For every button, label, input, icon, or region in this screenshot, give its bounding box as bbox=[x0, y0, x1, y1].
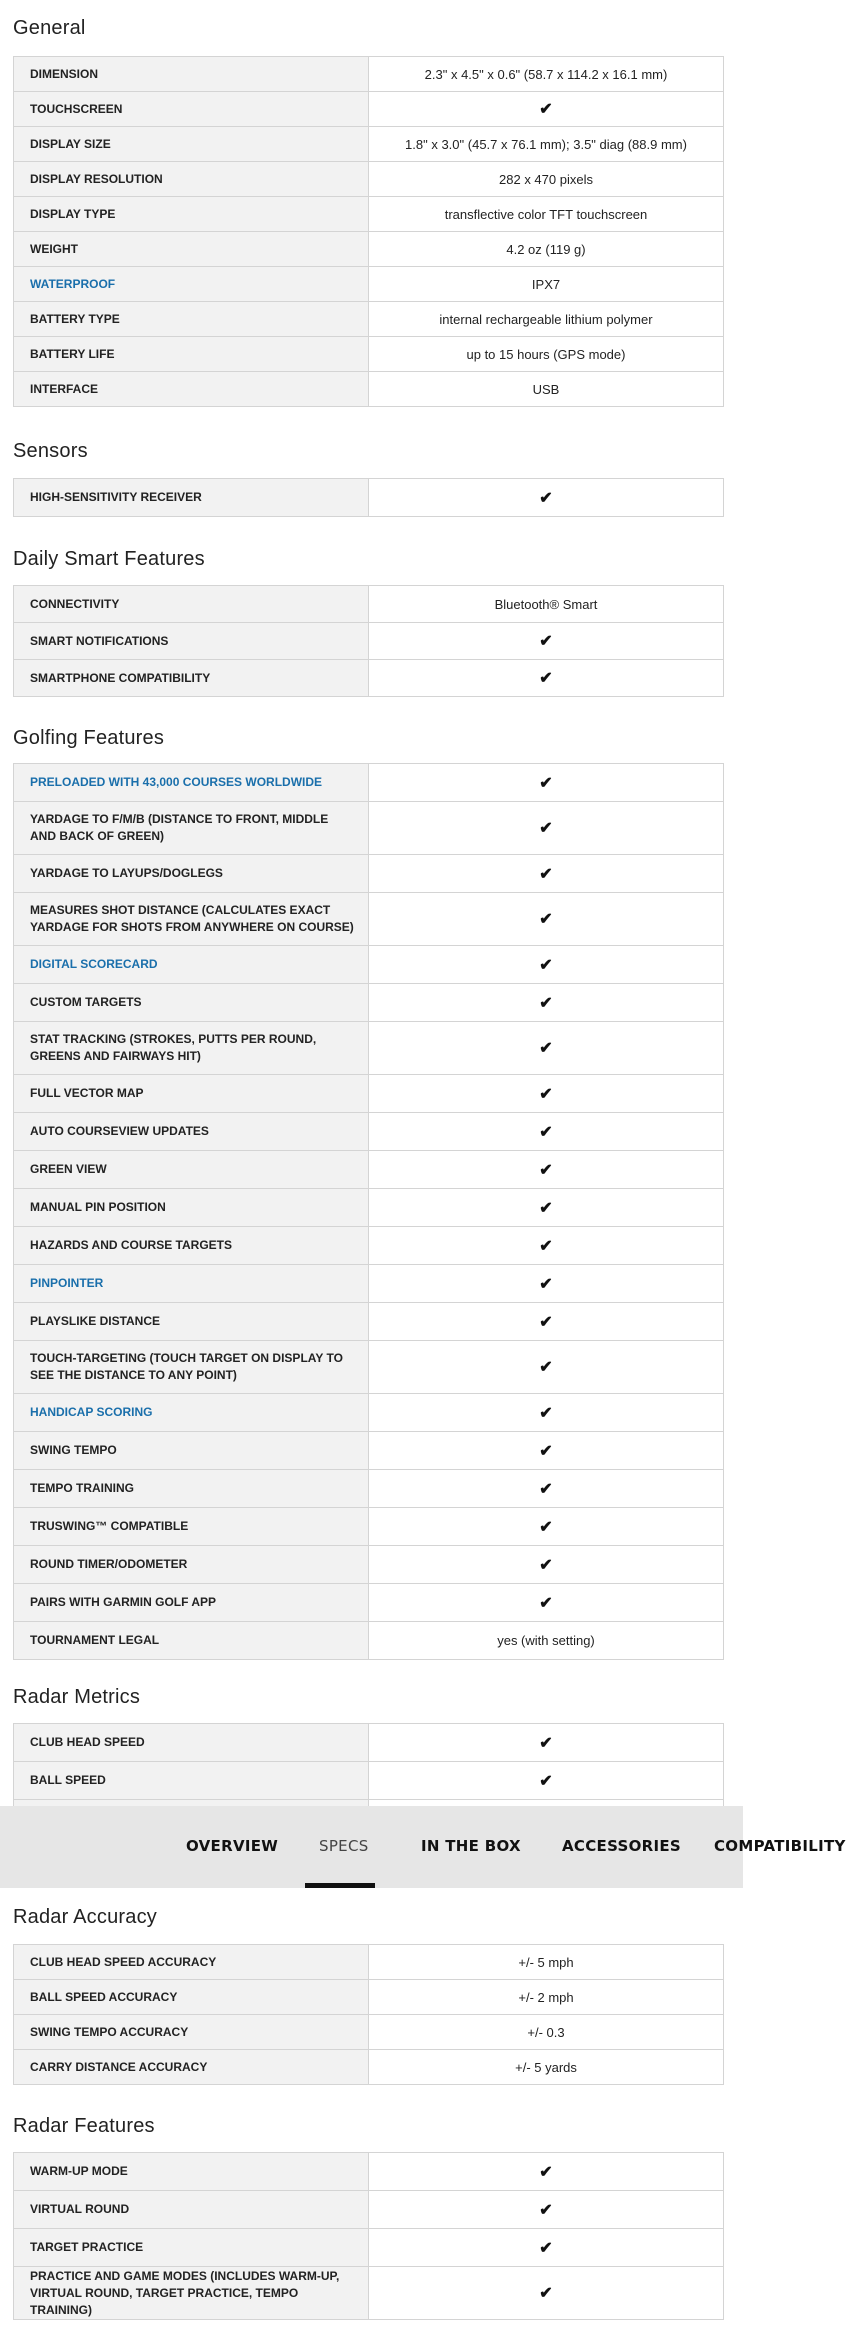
spec-row bbox=[14, 1189, 724, 1227]
spec-label: MEASURES SHOT DISTANCE (CALCULATES EXACT YARDAGE FOR SHOTS FROM ANYWHERE ON COURSE) bbox=[14, 893, 369, 946]
spec-row bbox=[14, 2153, 724, 2191]
spec-row bbox=[14, 586, 724, 623]
checkmark-icon: ✔ bbox=[539, 1556, 553, 1574]
spec-label: PRACTICE AND GAME MODES (INCLUDES WARM-UP, VIRTUAL ROUND, TARGET PRACTICE, TEMPO TRAINING) bbox=[14, 2267, 369, 2320]
spec-label: TEMPO TRAINING bbox=[14, 1470, 369, 1508]
spec-row bbox=[14, 372, 724, 407]
spec-value bbox=[369, 2153, 724, 2191]
spec-label: BALL SPEED ACCURACY bbox=[14, 1980, 369, 2015]
product-tab-bar bbox=[0, 1806, 846, 1888]
spec-row bbox=[14, 1303, 724, 1341]
spec-label: VIRTUAL ROUND bbox=[14, 2191, 369, 2229]
spec-row bbox=[14, 2050, 724, 2085]
spec-value bbox=[369, 1151, 724, 1189]
spec-row bbox=[14, 127, 724, 162]
tab-specs[interactable]: SPECS bbox=[319, 1837, 369, 1855]
spec-label: CONNECTIVITY bbox=[14, 586, 369, 623]
spec-table-radar-accuracy bbox=[13, 1944, 724, 2085]
spec-value bbox=[369, 2229, 724, 2267]
spec-value: internal rechargeable lithium polymer bbox=[369, 302, 724, 337]
spec-value: 1.8" x 3.0" (45.7 x 76.1 mm); 3.5" diag (88.9 mm) bbox=[369, 127, 724, 162]
spec-value: +/- 0.3 bbox=[369, 2015, 724, 2050]
spec-row bbox=[14, 267, 724, 302]
active-tab-indicator bbox=[305, 1883, 375, 1888]
spec-row bbox=[14, 2229, 724, 2267]
tab-in-the-box[interactable]: IN THE BOX bbox=[421, 1837, 521, 1855]
checkmark-icon: ✔ bbox=[539, 2201, 553, 2219]
spec-value: +/- 2 mph bbox=[369, 1980, 724, 2015]
spec-row bbox=[14, 1265, 724, 1303]
spec-row bbox=[14, 1980, 724, 2015]
spec-label: AUTO COURSEVIEW UPDATES bbox=[14, 1113, 369, 1151]
spec-value bbox=[369, 802, 724, 855]
spec-value: 4.2 oz (119 g) bbox=[369, 232, 724, 267]
spec-label: WARM-UP MODE bbox=[14, 2153, 369, 2191]
spec-value bbox=[369, 1508, 724, 1546]
spec-label: TARGET PRACTICE bbox=[14, 2229, 369, 2267]
spec-label: CLUB HEAD SPEED bbox=[14, 1724, 369, 1762]
spec-value bbox=[369, 1724, 724, 1762]
spec-value bbox=[369, 1303, 724, 1341]
section-title-general: General bbox=[13, 17, 86, 39]
spec-label: ROUND TIMER/ODOMETER bbox=[14, 1546, 369, 1584]
checkmark-icon: ✔ bbox=[539, 1275, 553, 1293]
spec-value bbox=[369, 1584, 724, 1622]
checkmark-icon: ✔ bbox=[539, 774, 553, 792]
spec-value bbox=[369, 855, 724, 893]
spec-value: USB bbox=[369, 372, 724, 407]
checkmark-icon: ✔ bbox=[539, 865, 553, 883]
spec-row bbox=[14, 1075, 724, 1113]
spec-label: HAZARDS AND COURSE TARGETS bbox=[14, 1227, 369, 1265]
spec-label: CARRY DISTANCE ACCURACY bbox=[14, 2050, 369, 2085]
spec-row bbox=[14, 1724, 724, 1762]
spec-row bbox=[14, 946, 724, 984]
spec-row bbox=[14, 984, 724, 1022]
section-title-radar-metrics: Radar Metrics bbox=[13, 1686, 141, 1708]
spec-row bbox=[14, 162, 724, 197]
checkmark-icon: ✔ bbox=[539, 1772, 553, 1790]
spec-row bbox=[14, 1508, 724, 1546]
spec-label: PLAYSLIKE DISTANCE bbox=[14, 1303, 369, 1341]
checkmark-icon: ✔ bbox=[539, 1480, 553, 1498]
spec-label: SMARTPHONE COMPATIBILITY bbox=[14, 660, 369, 697]
spec-row bbox=[14, 1546, 724, 1584]
spec-value bbox=[369, 1075, 724, 1113]
spec-row bbox=[14, 1622, 724, 1660]
spec-table-golfing-features bbox=[13, 763, 724, 1660]
checkmark-icon: ✔ bbox=[539, 1442, 553, 1460]
checkmark-icon: ✔ bbox=[539, 1161, 553, 1179]
checkmark-icon: ✔ bbox=[539, 489, 553, 507]
checkmark-icon: ✔ bbox=[539, 1123, 553, 1141]
spec-value bbox=[369, 623, 724, 660]
spec-row bbox=[14, 1394, 724, 1432]
section-title-radar-accuracy: Radar Accuracy bbox=[13, 1906, 157, 1928]
spec-table-general bbox=[13, 56, 724, 407]
spec-label: YARDAGE TO LAYUPS/DOGLEGS bbox=[14, 855, 369, 893]
spec-label-link[interactable]: PRELOADED WITH 43,000 COURSES WORLDWIDE bbox=[14, 764, 369, 802]
spec-row bbox=[14, 1584, 724, 1622]
spec-label: MANUAL PIN POSITION bbox=[14, 1189, 369, 1227]
spec-label: BATTERY LIFE bbox=[14, 337, 369, 372]
spec-table-radar-features bbox=[13, 2152, 724, 2320]
spec-row bbox=[14, 2191, 724, 2229]
spec-label: CLUB HEAD SPEED ACCURACY bbox=[14, 1945, 369, 1980]
spec-value bbox=[369, 479, 724, 517]
spec-row bbox=[14, 1470, 724, 1508]
spec-label: GREEN VIEW bbox=[14, 1151, 369, 1189]
spec-row bbox=[14, 623, 724, 660]
checkmark-icon: ✔ bbox=[539, 1085, 553, 1103]
checkmark-icon: ✔ bbox=[539, 1199, 553, 1217]
spec-value bbox=[369, 1470, 724, 1508]
spec-value bbox=[369, 1394, 724, 1432]
spec-table-daily-smart-features bbox=[13, 585, 724, 697]
spec-label-link[interactable]: PINPOINTER bbox=[14, 1265, 369, 1303]
spec-label: FULL VECTOR MAP bbox=[14, 1075, 369, 1113]
spec-label: TOURNAMENT LEGAL bbox=[14, 1622, 369, 1660]
spec-value: Bluetooth® Smart bbox=[369, 586, 724, 623]
spec-value bbox=[369, 1189, 724, 1227]
tab-accessories[interactable]: ACCESSORIES bbox=[562, 1837, 682, 1855]
spec-label: WEIGHT bbox=[14, 232, 369, 267]
spec-row bbox=[14, 764, 724, 802]
spec-row bbox=[14, 92, 724, 127]
spec-row bbox=[14, 1227, 724, 1265]
spec-value bbox=[369, 1113, 724, 1151]
spec-row bbox=[14, 802, 724, 855]
spec-table-sensors bbox=[13, 478, 724, 517]
spec-value: 282 x 470 pixels bbox=[369, 162, 724, 197]
spec-row bbox=[14, 1151, 724, 1189]
spec-value bbox=[369, 1546, 724, 1584]
spec-label: BALL SPEED bbox=[14, 1762, 369, 1800]
spec-label: TRUSWING™ COMPATIBLE bbox=[14, 1508, 369, 1546]
spec-row bbox=[14, 2015, 724, 2050]
section-title-sensors: Sensors bbox=[13, 440, 88, 462]
spec-value bbox=[369, 946, 724, 984]
spec-label: YARDAGE TO F/M/B (DISTANCE TO FRONT, MIDDLE AND BACK OF GREEN) bbox=[14, 802, 369, 855]
checkmark-icon: ✔ bbox=[539, 1040, 553, 1057]
checkmark-icon: ✔ bbox=[539, 911, 553, 928]
checkmark-icon: ✔ bbox=[539, 1313, 553, 1331]
spec-label: SWING TEMPO bbox=[14, 1432, 369, 1470]
checkmark-icon: ✔ bbox=[539, 956, 553, 974]
spec-label-link[interactable]: DIGITAL SCORECARD bbox=[14, 946, 369, 984]
spec-value bbox=[369, 1432, 724, 1470]
spec-value bbox=[369, 92, 724, 127]
spec-row bbox=[14, 855, 724, 893]
checkmark-icon: ✔ bbox=[539, 1237, 553, 1255]
spec-row bbox=[14, 1762, 724, 1800]
checkmark-icon: ✔ bbox=[539, 2239, 553, 2257]
spec-value: IPX7 bbox=[369, 267, 724, 302]
spec-row bbox=[14, 893, 724, 946]
checkmark-icon: ✔ bbox=[539, 101, 553, 118]
spec-value bbox=[369, 2191, 724, 2229]
spec-row bbox=[14, 232, 724, 267]
spec-label: SWING TEMPO ACCURACY bbox=[14, 2015, 369, 2050]
checkmark-icon: ✔ bbox=[539, 633, 553, 650]
spec-label-link[interactable]: WATERPROOF bbox=[14, 267, 369, 302]
spec-label: HIGH-SENSITIVITY RECEIVER bbox=[14, 479, 369, 517]
spec-label: CUSTOM TARGETS bbox=[14, 984, 369, 1022]
spec-value bbox=[369, 1227, 724, 1265]
spec-value bbox=[369, 2267, 724, 2320]
checkmark-icon: ✔ bbox=[539, 1594, 553, 1612]
spec-label: PAIRS WITH GARMIN GOLF APP bbox=[14, 1584, 369, 1622]
spec-row bbox=[14, 660, 724, 697]
checkmark-icon: ✔ bbox=[539, 2163, 553, 2181]
spec-label: DISPLAY SIZE bbox=[14, 127, 369, 162]
spec-value bbox=[369, 893, 724, 946]
spec-row bbox=[14, 1022, 724, 1075]
spec-row bbox=[14, 1945, 724, 1980]
checkmark-icon: ✔ bbox=[539, 1404, 553, 1422]
spec-row bbox=[14, 302, 724, 337]
spec-row bbox=[14, 197, 724, 232]
checkmark-icon: ✔ bbox=[539, 2285, 553, 2302]
checkmark-icon: ✔ bbox=[539, 1734, 553, 1752]
spec-row bbox=[14, 1341, 724, 1394]
spec-value bbox=[369, 660, 724, 697]
checkmark-icon: ✔ bbox=[539, 1518, 553, 1536]
spec-value bbox=[369, 1762, 724, 1800]
spec-value bbox=[369, 764, 724, 802]
spec-row bbox=[14, 1113, 724, 1151]
spec-value: transflective color TFT touchscreen bbox=[369, 197, 724, 232]
tab-overview[interactable]: OVERVIEW bbox=[186, 1837, 279, 1855]
spec-value: +/- 5 mph bbox=[369, 1945, 724, 1980]
spec-label: INTERFACE bbox=[14, 372, 369, 407]
spec-row bbox=[14, 337, 724, 372]
spec-label: DISPLAY RESOLUTION bbox=[14, 162, 369, 197]
spec-label: BATTERY TYPE bbox=[14, 302, 369, 337]
checkmark-icon: ✔ bbox=[539, 820, 553, 837]
spec-label: DIMENSION bbox=[14, 57, 369, 92]
section-title-golfing-features: Golfing Features bbox=[13, 727, 165, 749]
checkmark-icon: ✔ bbox=[539, 670, 553, 687]
spec-value: 2.3" x 4.5" x 0.6" (58.7 x 114.2 x 16.1 mm) bbox=[369, 57, 724, 92]
spec-label-link[interactable]: HANDICAP SCORING bbox=[14, 1394, 369, 1432]
spec-label: TOUCH-TARGETING (TOUCH TARGET ON DISPLAY TO SEE THE DISTANCE TO ANY POINT) bbox=[14, 1341, 369, 1394]
spec-value: +/- 5 yards bbox=[369, 2050, 724, 2085]
spec-row bbox=[14, 479, 724, 517]
section-title-daily-smart-features: Daily Smart Features bbox=[13, 548, 205, 570]
spec-value bbox=[369, 1341, 724, 1394]
spec-row bbox=[14, 1432, 724, 1470]
spec-label: SMART NOTIFICATIONS bbox=[14, 623, 369, 660]
spec-value: yes (with setting) bbox=[369, 1622, 724, 1660]
section-title-radar-features: Radar Features bbox=[13, 2115, 155, 2137]
checkmark-icon: ✔ bbox=[539, 1359, 553, 1376]
tab-compatibility[interactable]: COMPATIBILITY bbox=[714, 1837, 846, 1855]
spec-value bbox=[369, 984, 724, 1022]
spec-row bbox=[14, 2267, 724, 2320]
spec-row bbox=[14, 57, 724, 92]
spec-label: DISPLAY TYPE bbox=[14, 197, 369, 232]
spec-value bbox=[369, 1022, 724, 1075]
spec-value: up to 15 hours (GPS mode) bbox=[369, 337, 724, 372]
spec-label: STAT TRACKING (STROKES, PUTTS PER ROUND, GREENS AND FAIRWAYS HIT) bbox=[14, 1022, 369, 1075]
spec-label: TOUCHSCREEN bbox=[14, 92, 369, 127]
checkmark-icon: ✔ bbox=[539, 994, 553, 1012]
spec-value bbox=[369, 1265, 724, 1303]
